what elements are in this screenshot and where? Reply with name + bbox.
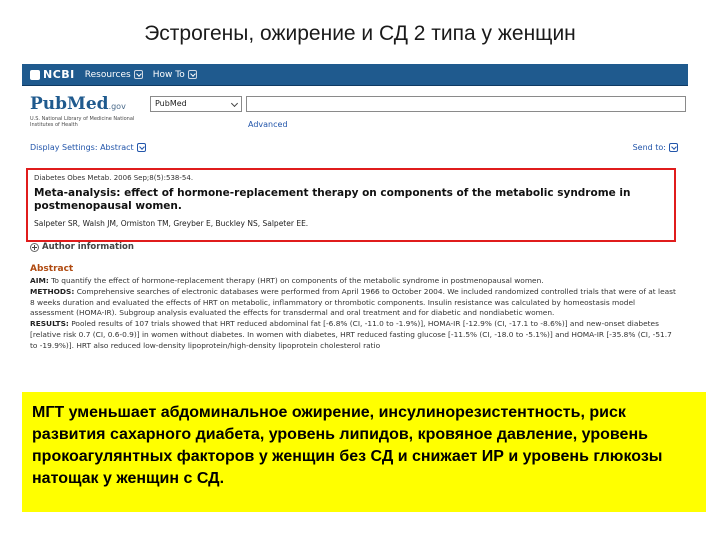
display-settings-label: Display Settings: Abstract — [30, 143, 134, 152]
article-citation[interactable]: Diabetes Obes Metab. 2006 Sep;8(5):538-54. — [34, 174, 194, 182]
pubmed-logo-suffix: .gov — [108, 102, 126, 111]
abstract-aim — [30, 276, 678, 287]
pubmed-search-row — [22, 86, 688, 134]
ncbi-top-bar — [22, 64, 688, 86]
chevron-down-icon — [188, 70, 197, 79]
send-to-menu[interactable] — [633, 143, 678, 152]
aim-label: AIM: — [30, 276, 49, 285]
article-highlight-box — [26, 168, 676, 242]
send-to-label: Send to: — [632, 143, 666, 152]
article-authors[interactable]: Salpeter SR, Walsh JM, Ormiston TM, Greyber E, Buckley NS, Salpeter EE. — [34, 219, 309, 228]
slide-title: Эстрогены, ожирение и СД 2 типа у женщин — [144, 22, 576, 45]
abstract-body — [30, 276, 678, 352]
abstract-heading: Abstract — [30, 264, 74, 274]
aim-text: To quantify the effect of hormone-replacement therapy (HRT) on components of the metabolic syndrome in postmenopausal women. — [51, 276, 544, 285]
methods-text: Comprehensive searches of electronic databases were performed from April 1966 to October 2004. We included randomized controlled trials that were of at least 8 weeks duration and evaluated the effects of HRT on metabolic, inflammatory or thrombotic components. Insulin resistance was calculated by homeostasis model assessment (HOMA-IR). Subgroup analysis evaluated the effects for transdermal and oral treatment and for diabetic and nondiabetic women. — [30, 286, 676, 318]
resources-label: Resources — [84, 69, 131, 80]
summary-text: МГТ уменьшает абдоминальное ожирение, инсулинорезистентность, риск развития сахарного диабета, уровень липидов, кровяное давление, уровень прокоагулянтных факторов у женщин без СД и снижает ИР и уровень глюкозы натощак у женщин с СД. — [32, 404, 663, 487]
chevron-down-icon — [137, 143, 146, 152]
chevron-down-icon — [134, 70, 143, 79]
pubmed-logo-text: PubMed — [30, 94, 109, 114]
results-label: RESULTS: — [30, 319, 69, 329]
search-input[interactable] — [246, 96, 686, 112]
methods-label: METHODS: — [30, 286, 75, 296]
database-select-value: PubMed — [155, 99, 187, 108]
chevron-down-icon — [669, 143, 678, 152]
howto-menu[interactable] — [153, 70, 197, 80]
expand-plus-icon — [30, 243, 39, 252]
ncbi-logo[interactable] — [30, 68, 75, 81]
author-information-toggle[interactable] — [30, 242, 134, 252]
display-settings-menu[interactable] — [30, 143, 146, 152]
display-settings-bar — [22, 140, 688, 156]
resources-menu[interactable] — [85, 70, 143, 80]
article-title: Meta-analysis: effect of hormone-replacement therapy on components of the metabolic syndrome in postmenopausal women. — [34, 187, 631, 212]
results-text: Pooled results of 107 trials showed that HRT reduced abdominal fat [-6.8% (CI, -11.0 to -1.9%)], HOMA-IR [-12.9% (CI, -17.1 to -8.6%)] and new-onset diabetes [relative risk 0.7 (CI, 0.6-0.9)] in women without diabetes. In women with diabetes, HRT reduced fasting glucose [-11.5% (CI, -18.0 to -5.1%)] and HOMA-IR [-35.8% (CI, -51.7 to -19.9%)]. HRT also reduced low-density lipoprotein/high-density lipoprotein cholesterol ratio — [30, 319, 672, 350]
advanced-search-link[interactable]: Advanced — [248, 120, 288, 129]
abstract-methods — [30, 287, 678, 319]
ncbi-logo-icon — [30, 70, 40, 80]
pubmed-logo[interactable] — [30, 94, 126, 114]
summary-overlay — [22, 392, 706, 512]
abstract-results — [30, 319, 678, 351]
howto-label: How To — [152, 69, 185, 80]
database-select[interactable] — [150, 96, 242, 112]
nlm-subtitle: U.S. National Library of Medicine National Institutes of Health — [30, 116, 135, 128]
author-information-label: Author information — [42, 242, 134, 252]
ncbi-logo-text: NCBI — [43, 68, 75, 81]
